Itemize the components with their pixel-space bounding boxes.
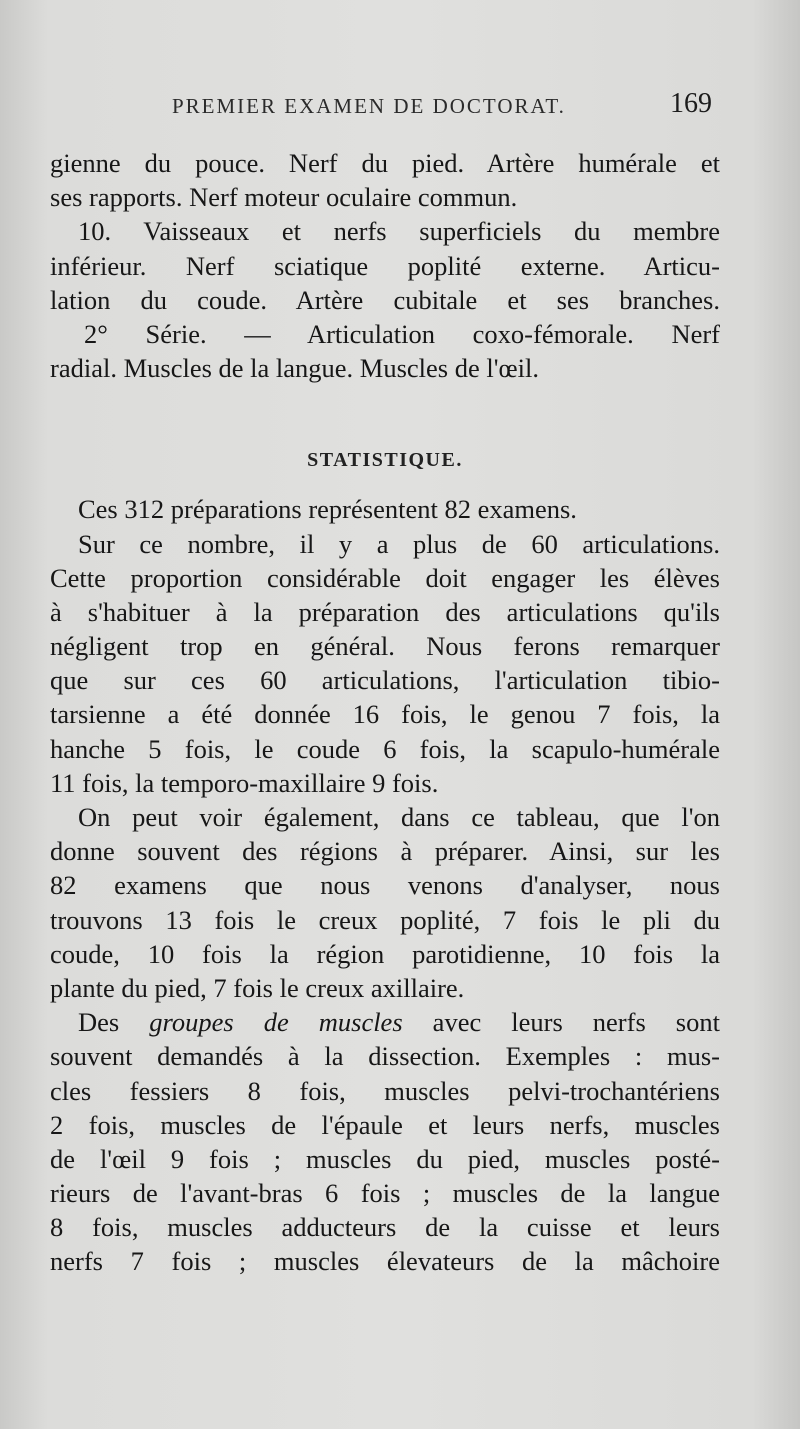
text-line: 8 fois, muscles adducteurs de la cuisse et leurs	[50, 1212, 720, 1243]
text-line: souvent demandés à la dissection. Exemples : mus-	[50, 1041, 720, 1072]
page-body	[50, 146, 720, 1279]
text-line: Ces 312 préparations représentent 82 examens.	[78, 494, 577, 525]
text-line: 2 fois, muscles de l'épaule et leurs nerfs, muscles	[50, 1109, 720, 1140]
text-line: nerfs 7 fois ; muscles élevateurs de la mâchoire	[50, 1246, 720, 1277]
text-line: rieurs de l'avant-bras 6 fois ; muscles de la langue	[50, 1178, 720, 1209]
text-line: radial. Muscles de la langue. Muscles de l'œil.	[50, 353, 540, 384]
text-line: Cette proportion considérable doit engager les élèves	[50, 562, 720, 593]
text-line: que sur ces 60 articulations, l'articulation tibio-	[50, 665, 720, 696]
text-line: trouvons 13 fois le creux poplité, 7 fois le pli du	[50, 904, 720, 935]
text-line: cles fessiers 8 fois, muscles pelvi-trochantériens	[50, 1075, 720, 1106]
text-line: coude, 10 fois la région parotidienne, 10 fois la	[50, 938, 720, 969]
text-line: lation du coude. Artère cubitale et ses branches.	[50, 284, 720, 315]
text-line-groupes	[50, 1005, 720, 1039]
text-line: inférieur. Nerf sciatique poplité externe. Articu-	[50, 250, 720, 281]
text-line: gienne du pouce. Nerf du pied. Artère humérale et	[50, 148, 720, 178]
text-line: hanche 5 fois, le coude 6 fois, la scapulo-humérale	[50, 733, 720, 764]
text-line: plante du pied, 7 fois le creux axillaire.	[50, 972, 465, 1003]
running-title: PREMIER EXAMEN DE DOCTORAT.	[172, 94, 566, 118]
text-fragment: avec leurs nerfs sont	[402, 1007, 720, 1038]
italic-phrase: groupes de muscles	[149, 1007, 403, 1038]
text-line: de l'œil 9 fois ; muscles du pied, muscles posté-	[50, 1143, 720, 1174]
section-heading: STATISTIQUE.	[307, 449, 463, 472]
text-line: négligent trop en général. Nous ferons remarquer	[50, 631, 720, 662]
text-line: 2° Série. — Articulation coxo-fémorale. Nerf	[84, 318, 720, 349]
text-line: 11 fois, la temporo-maxillaire 9 fois.	[50, 767, 439, 798]
text-line: 10. Vaisseaux et nerfs superficiels du membre	[78, 216, 720, 247]
text-line: On peut voir également, dans ce tableau, que l'on	[78, 802, 720, 832]
text-line: à s'habituer à la préparation des articulations qu'ils	[50, 596, 720, 627]
page-number: 169	[670, 88, 712, 119]
text-line: 82 examens que nous venons d'analyser, nous	[50, 870, 720, 901]
page-header	[172, 88, 712, 128]
text-line: tarsienne a été donnée 16 fois, le genou 7 fois, la	[50, 699, 720, 730]
text-line: ses rapports. Nerf moteur oculaire commun.	[50, 182, 518, 213]
text-line: donne souvent des régions à préparer. Ainsi, sur les	[50, 836, 720, 867]
text-line: Sur ce nombre, il y a plus de 60 articulations.	[78, 528, 720, 559]
text-fragment: Des	[78, 1007, 150, 1038]
